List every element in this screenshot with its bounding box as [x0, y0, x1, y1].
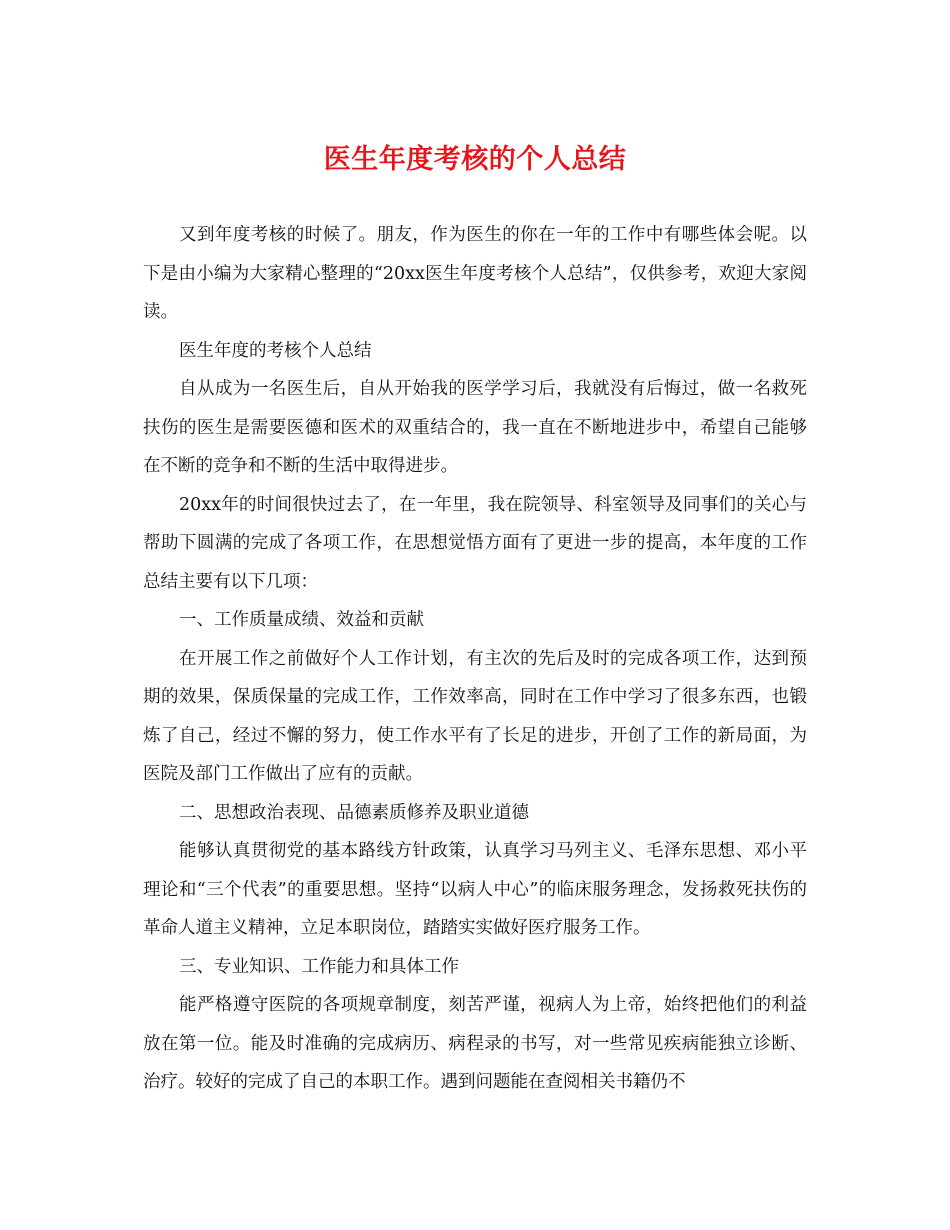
paragraph-professional-knowledge: 能严格遵守医院的各项规章制度，刻苦严谨，视病人为上帝，始终把他们的利益放在第一位。能及时准确的完成病历、病程录的书写，对一些常见疾病能独立诊断、治疗。较好的完成了自己的本职工作。遇到问题能在查阅相关书籍仍不 — [143, 995, 807, 1092]
document-title: 医生年度考核的个人总结 — [323, 144, 627, 175]
document-body — [143, 216, 807, 1102]
section-heading-professional-knowledge: 三、专业知识、工作能力和具体工作 — [179, 956, 459, 977]
paragraph-work-quality: 在开展工作之前做好个人工作计划，有主次的先后及时的完成各项工作，达到预期的效果，保质保量的完成工作，工作效率高，同时在工作中学习了很多东西，也锻炼了自己，经过不懈的努力，使工作水平有了长足的进步，开创了工作的新局面，为医院及部门工作做出了应有的贡献。 — [143, 648, 807, 784]
paragraph-year-summary: 20xx年的时间很快过去了，在一年里，我在院领导、科室领导及同事们的关心与帮助下圆满的完成了各项工作，在思想觉悟方面有了更进一步的提高，本年度的工作总结主要有以下几项： — [143, 494, 807, 592]
section-heading-work-quality: 一、工作质量成绩、效益和贡献 — [179, 610, 424, 630]
paragraph-intro: 又到年度考核的时候了。朋友，作为医生的你在一年的工作中有哪些体会呢。以下是由小编为大家精心整理的“20xx医生年度考核个人总结”，仅供参考，欢迎大家阅读。 — [143, 225, 807, 322]
paragraph-political-ethics: 能够认真贯彻党的基本路线方针政策，认真学习马列主义、毛泽东思想、邓小平理论和“三个代表”的重要思想。坚持“以病人中心”的临床服务理念，发扬救死扶伤的革命人道主义精神，立足本职岗位，踏踏实实做好医疗服务工作。 — [143, 841, 807, 938]
paragraph-becoming-doctor: 自从成为一名医生后，自从开始我的医学学习后，我就没有后悔过，做一名救死扶伤的医生是需要医德和医术的双重结合的，我一直在不断地进步中，希望自己能够在不断的竞争和不断的生活中取得进步。 — [143, 379, 807, 476]
section-heading-political-ethics: 二、思想政治表现、品德素质修养及职业道德 — [179, 802, 529, 823]
paragraph-subtitle: 医生年度的考核个人总结 — [179, 340, 372, 361]
